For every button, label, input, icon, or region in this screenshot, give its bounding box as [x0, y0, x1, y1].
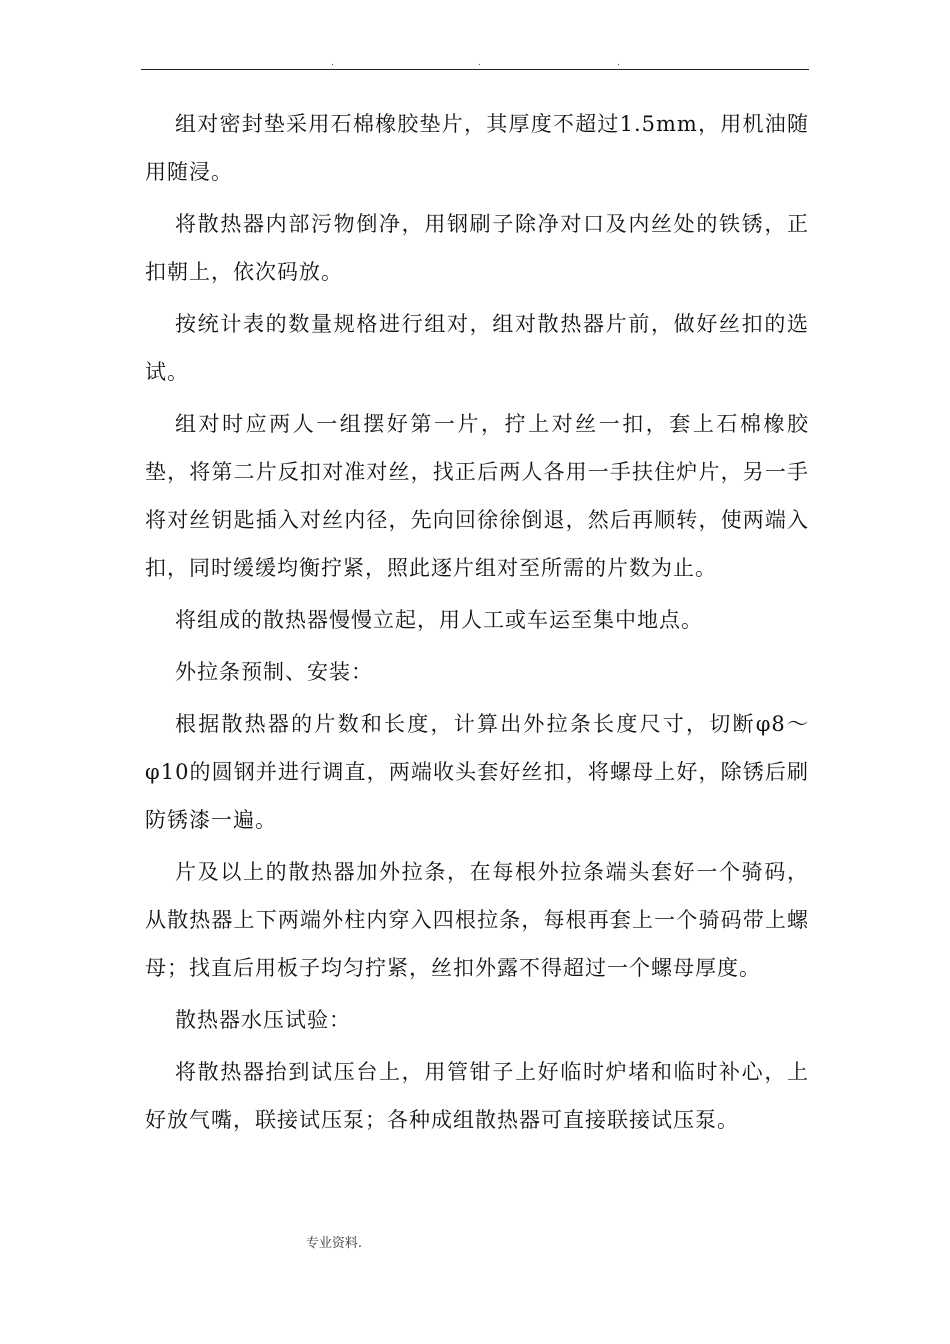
paragraph: 按统计表的数量规格进行组对，组对散热器片前，做好丝扣的选试。 [145, 312, 809, 384]
header-mark: . [478, 58, 481, 68]
document-body [145, 100, 809, 1144]
section-heading: 外拉条预制、安装： [175, 660, 373, 684]
paragraph: 将散热器抬到试压台上，用管钳子上好临时炉堵和临时补心，上好放气嘴，联接试压泵；各种成组散热器可直接联接试压泵。 [145, 1060, 809, 1132]
paragraph: 组对时应两人一组摆好第一片，拧上对丝一扣，套上石棉橡胶垫，将第二片反扣对准对丝，找正后两人各用一手扶住炉片，另一手将对丝钥匙插入对丝内径，先向回徐徐倒退，然后再顺转，使两端入扣，同时缓缓均衡拧紧，照此逐片组对至所需的片数为止。 [145, 412, 809, 580]
paragraph: 根据散热器的片数和长度，计算出外拉条长度尺寸，切断φ8～φ10的圆钢并进行调直，两端收头套好丝扣，将螺母上好，除锈后刷防锈漆一遍。 [145, 712, 810, 832]
paragraph: 片及以上的散热器加外拉条，在每根外拉条端头套好一个骑码，从散热器上下两端外柱内穿入四根拉条，每根再套上一个骑码带上螺母；找直后用板子均匀拧紧，丝扣外露不得超过一个螺母厚度。 [145, 860, 809, 980]
section-heading: 散热器水压试验： [175, 1008, 351, 1032]
paragraph: 将散热器内部污物倒净，用钢刷子除净对口及内丝处的铁锈，正扣朝上，依次码放。 [145, 212, 809, 284]
header-mark: . [617, 58, 620, 68]
paragraph: 将组成的散热器慢慢立起，用人工或车运至集中地点。 [175, 608, 703, 632]
header-mark: . [331, 58, 334, 68]
paragraph: 组对密封垫采用石棉橡胶垫片，其厚度不超过1.5mm，用机油随用随浸。 [145, 112, 809, 184]
header-rule [141, 69, 809, 70]
page-footer: 专业资料. [305, 1236, 363, 1251]
